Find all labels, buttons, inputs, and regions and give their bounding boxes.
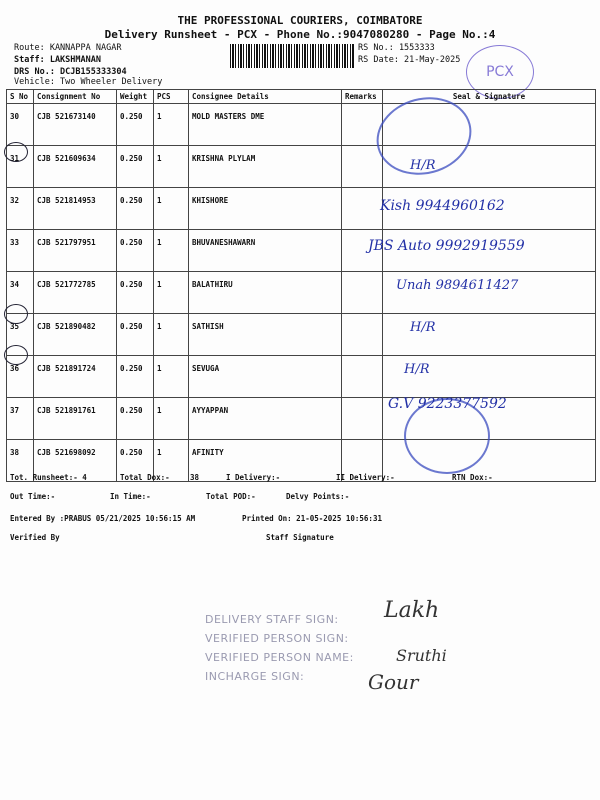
row-consignment: CJB 521891724	[34, 356, 117, 398]
rtn-dox: RTN Dox:-	[452, 473, 493, 482]
row-sno: 35	[7, 314, 34, 356]
row-consignee: BALATHIRU	[189, 272, 342, 314]
handwritten-note: H/R	[410, 158, 436, 173]
handwritten-circle-mark	[4, 304, 28, 324]
col-weight: Weight	[117, 90, 154, 104]
col-consignee: Consignee Details	[189, 90, 342, 104]
row-weight: 0.250	[117, 188, 154, 230]
row-pcs: 1	[154, 398, 189, 440]
row-weight: 0.250	[117, 398, 154, 440]
staff-signature-label: Staff Signature	[266, 533, 334, 542]
row-consignment: CJB 521891761	[34, 398, 117, 440]
handwritten-signature: Sruthi	[396, 646, 447, 665]
route-label: Route: KANNAPPA NAGAR	[14, 43, 122, 53]
row-consignment: CJB 521609634	[34, 146, 117, 188]
row-remarks	[342, 398, 383, 440]
row-sno: 34	[7, 272, 34, 314]
row-consignee: MOLD MASTERS DME	[189, 104, 342, 146]
row-consignee: AYYAPPAN	[189, 398, 342, 440]
row-weight: 0.250	[117, 314, 154, 356]
row-consignment: CJB 521772785	[34, 272, 117, 314]
staff-label: Staff: LAKSHMANAN	[14, 55, 101, 65]
row-remarks	[342, 356, 383, 398]
table-row	[7, 188, 596, 230]
total-pod: Total POD:-	[206, 492, 256, 501]
row-pcs: 1	[154, 104, 189, 146]
row-sno: 33	[7, 230, 34, 272]
row-pcs: 1	[154, 272, 189, 314]
row-consignment: CJB 521814953	[34, 188, 117, 230]
stamp-line: VERIFIED PERSON NAME:	[205, 651, 354, 664]
row-consignment: CJB 521890482	[34, 314, 117, 356]
row-consignment: CJB 521673140	[34, 104, 117, 146]
table-row	[7, 356, 596, 398]
table-row	[7, 398, 596, 440]
row-sno: 31	[7, 146, 34, 188]
table-header-row	[7, 90, 596, 104]
row-consignee: KRISHNA PLYLAM	[189, 146, 342, 188]
drs-number: DRS No.: DCJB155333304	[14, 67, 127, 77]
row-weight: 0.250	[117, 272, 154, 314]
row-pcs: 1	[154, 314, 189, 356]
row-consignment: CJB 521797951	[34, 230, 117, 272]
row-remarks	[342, 146, 383, 188]
delvy-points: Delvy Points:-	[286, 492, 350, 501]
row-weight: 0.250	[117, 356, 154, 398]
table-row	[7, 146, 596, 188]
row-sno: 37	[7, 398, 34, 440]
row-consignee: BHUVANESHAWARN	[189, 230, 342, 272]
row-sno: 38	[7, 440, 34, 482]
row-consignee: SEVUGA	[189, 356, 342, 398]
stamp-line: INCHARGE SIGN:	[205, 670, 305, 683]
verified-by: Verified By	[10, 533, 60, 542]
row-sno: 32	[7, 188, 34, 230]
row-pcs: 1	[154, 188, 189, 230]
ii-delivery: II Delivery:-	[336, 473, 395, 482]
in-time: In Time:-	[110, 492, 151, 501]
row-remarks	[342, 314, 383, 356]
row-consignee: AFINITY	[189, 440, 342, 482]
handwritten-note: Kish 9944960162	[380, 198, 505, 214]
company-title: THE PROFESSIONAL COURIERS, COIMBATORE	[177, 14, 423, 27]
rs-date: RS Date: 21-May-2025	[358, 55, 461, 65]
handwritten-note: H/R	[410, 320, 436, 335]
handwritten-circle-mark	[4, 345, 28, 365]
vehicle-label: Vehicle: Two Wheeler Delivery	[14, 77, 163, 87]
row-consignee: SATHISH	[189, 314, 342, 356]
col-seal-signature: Seal & Signature	[383, 90, 596, 104]
row-pcs: 1	[154, 146, 189, 188]
handwritten-note: JBS Auto 9992919559	[368, 238, 525, 254]
row-weight: 0.250	[117, 146, 154, 188]
runsheet-subtitle: Delivery Runsheet - PCX - Phone No.:9047080280 - Page No.:4	[104, 28, 496, 41]
col-pcs: PCS	[154, 90, 189, 104]
total-runsheet: Tot. Runsheet:- 4	[10, 473, 87, 482]
pcx-stamp: PCX	[466, 45, 534, 99]
table-row	[7, 314, 596, 356]
total-dox-label: Total Dox:-	[120, 473, 170, 482]
row-consignee: KHISHORE	[189, 188, 342, 230]
col-sno: S No	[7, 90, 34, 104]
stamp-line: VERIFIED PERSON SIGN:	[205, 632, 349, 645]
handwritten-note: G.V 9223377592	[388, 396, 507, 412]
row-pcs: 1	[154, 356, 189, 398]
table-row	[7, 104, 596, 146]
handwritten-circle-mark	[4, 142, 28, 162]
row-weight: 0.250	[117, 230, 154, 272]
row-weight: 0.250	[117, 440, 154, 482]
row-remarks	[342, 272, 383, 314]
row-pcs: 1	[154, 440, 189, 482]
table-row	[7, 440, 596, 482]
total-dox-value: 38	[190, 473, 200, 482]
handwritten-signature: Gour	[368, 670, 419, 694]
stamp-line: DELIVERY STAFF SIGN:	[205, 613, 339, 626]
rs-number: RS No.: 1553333	[358, 43, 435, 53]
handwritten-note: H/R	[404, 362, 430, 377]
i-delivery: I Delivery:-	[226, 473, 281, 482]
row-sno: 30	[7, 104, 34, 146]
entered-by: Entered By :PRABUS 05/21/2025 10:56:15 AM	[10, 514, 196, 523]
row-pcs: 1	[154, 230, 189, 272]
row-remarks	[342, 188, 383, 230]
handwritten-note: Unah 9894611427	[396, 278, 519, 293]
out-time: Out Time:-	[10, 492, 56, 501]
col-consignment: Consignment No	[34, 90, 117, 104]
printed-on: Printed On: 21-05-2025 10:56:31	[242, 514, 382, 523]
row-weight: 0.250	[117, 104, 154, 146]
delivery-verification-stamp	[205, 610, 354, 686]
row-consignment: CJB 521698092	[34, 440, 117, 482]
row-sno: 36	[7, 356, 34, 398]
drs-barcode	[230, 44, 354, 68]
handwritten-signature: Lakh	[384, 598, 440, 623]
col-remarks: Remarks	[342, 90, 383, 104]
